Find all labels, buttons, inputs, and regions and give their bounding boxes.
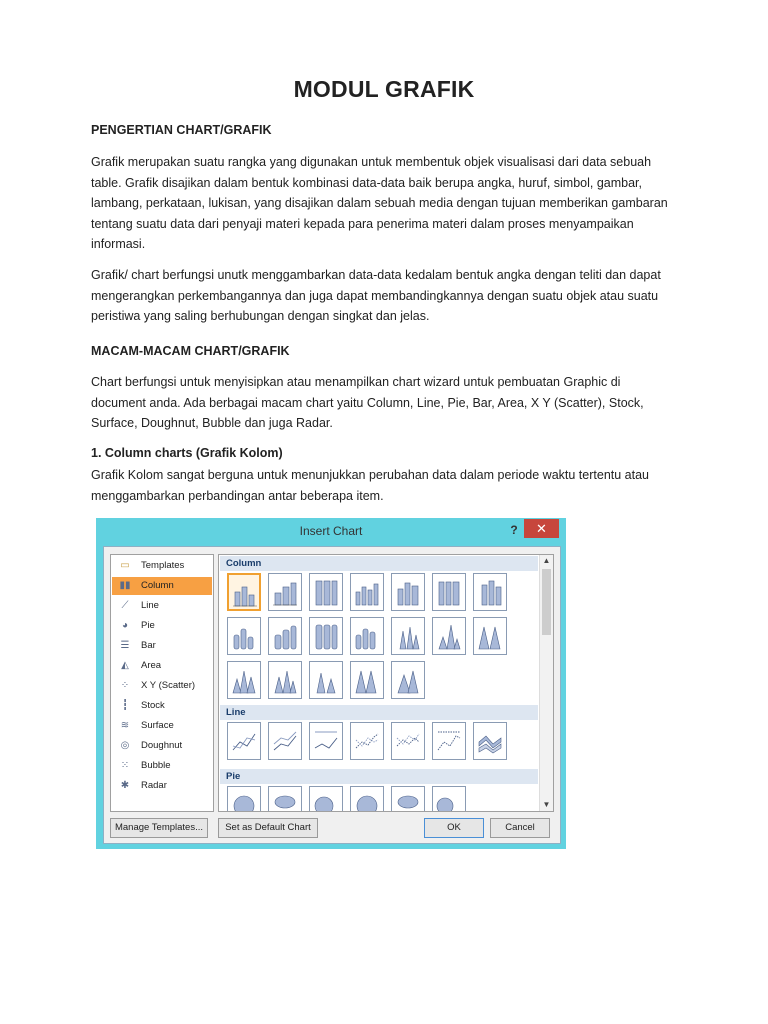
- paragraph-types: [91, 372, 691, 434]
- subtype-clustered-column[interactable]: [227, 573, 261, 611]
- chart-type-label: Line: [141, 600, 159, 611]
- subtype-stacked-column[interactable]: [268, 573, 302, 611]
- chart-type-label: Bar: [141, 640, 156, 651]
- chart-type-list: [110, 554, 214, 812]
- radar-chart-icon: ✱: [120, 780, 130, 791]
- scatter-chart-icon: ⁘: [120, 680, 130, 691]
- chart-type-label: Doughnut: [141, 740, 183, 751]
- subtype-bar-of-pie[interactable]: [432, 786, 466, 812]
- area-chart-icon: ◭: [121, 660, 129, 671]
- stock-chart-icon: ┇: [121, 700, 129, 711]
- ok-button[interactable]: OK: [424, 818, 484, 838]
- pie-chart-icon: ◕: [121, 620, 129, 631]
- section-header-column: Column: [220, 556, 538, 571]
- subtype-3d-clustered-column[interactable]: [350, 573, 384, 611]
- subtype-exploded-pie[interactable]: [350, 786, 384, 812]
- text-line: menggambarkan perbandingan antar beberapa item.: [91, 488, 384, 503]
- chart-type-bar[interactable]: [112, 637, 212, 655]
- subtype-stacked-cylinder[interactable]: [268, 617, 302, 655]
- gallery-scrollbar[interactable]: [539, 555, 553, 811]
- subtype-clustered-pyramid[interactable]: [268, 661, 302, 699]
- chart-type-label: Pie: [141, 620, 155, 631]
- section-heading-pengertian: PENGERTIAN CHART/GRAFIK: [91, 123, 272, 137]
- chart-type-label: Bubble: [141, 760, 171, 771]
- paragraph-function: [91, 265, 691, 327]
- text-line: tentang suatu data dari penyaji materi kepada para penerima materi dalam proses menyampaikan: [91, 216, 634, 231]
- subtype-stacked-pyramid[interactable]: [309, 661, 343, 699]
- text-line: Grafik Kolom sangat berguna untuk menunjukkan perubahan data dalam periode waktu tertentu atau: [91, 468, 650, 482]
- subtype-3d-pie[interactable]: [268, 786, 302, 812]
- line-chart-icon: ⟋: [121, 600, 129, 611]
- text-line: peristiwa yang saling berhubungan dengan singkat dan jelas.: [91, 309, 430, 323]
- doughnut-chart-icon: ◎: [120, 740, 130, 751]
- subtype-100-stacked-cone[interactable]: [473, 617, 507, 655]
- subtype-stacked-line-markers[interactable]: [391, 722, 425, 760]
- subtype-100-stacked-column[interactable]: [309, 573, 343, 611]
- subtype-pie[interactable]: [227, 786, 261, 812]
- dialog-body: [103, 546, 561, 844]
- subtype-3d-cone[interactable]: [227, 661, 261, 699]
- scrollbar-thumb[interactable]: [542, 569, 551, 635]
- chart-type-line[interactable]: [112, 597, 212, 615]
- chart-type-bubble[interactable]: [112, 757, 212, 775]
- chart-type-area[interactable]: [112, 657, 212, 675]
- subtype-3d-column[interactable]: [473, 573, 507, 611]
- subtype-stacked-cone[interactable]: [432, 617, 466, 655]
- subheading-column-charts: 1. Column charts (Grafik Kolom): [91, 446, 283, 460]
- section-header-pie: Pie: [220, 769, 538, 784]
- bubble-chart-icon: ⁙: [120, 760, 130, 771]
- insert-chart-dialog: [96, 518, 566, 849]
- section-heading-macam: MACAM-MACAM CHART/GRAFIK: [91, 344, 290, 358]
- text-line: Chart berfungsi untuk menyisipkan atau menampilkan chart wizard untuk pembuatan Graphic di: [91, 375, 621, 389]
- dialog-title: Insert Chart: [299, 524, 363, 538]
- subtype-line-markers[interactable]: [350, 722, 384, 760]
- subtype-pie-of-pie[interactable]: [309, 786, 343, 812]
- paragraph-definition: [91, 152, 691, 255]
- paragraph-column: [91, 465, 691, 506]
- chart-type-scatter[interactable]: [112, 677, 212, 695]
- text-line: document anda. Ada berbagai macam chart yaitu Column, Line, Pie, Bar, Area, X Y (Scatter), Stock,: [91, 395, 644, 410]
- subtype-stacked-line[interactable]: [268, 722, 302, 760]
- subtype-3d-100-stacked-column[interactable]: [432, 573, 466, 611]
- chart-type-radar[interactable]: [112, 777, 212, 795]
- chart-subtype-gallery: [218, 554, 554, 812]
- chart-type-column[interactable]: [112, 577, 212, 595]
- text-line: lambang, perkataan, lukisan, yang disajikan dalam sebuah media dengan tujuan memberikan gambaran: [91, 196, 668, 210]
- chart-type-pie[interactable]: [112, 617, 212, 635]
- column-chart-icon: ▮▮: [119, 580, 131, 591]
- subtype-100-stacked-line[interactable]: [309, 722, 343, 760]
- subtype-100-line-markers[interactable]: [432, 722, 466, 760]
- subtype-100-stacked-pyramid[interactable]: [350, 661, 384, 699]
- chart-type-label: Area: [141, 660, 162, 671]
- set-default-chart-button[interactable]: Set as Default Chart: [218, 818, 318, 838]
- subtype-3d-line[interactable]: [473, 722, 507, 760]
- chart-type-label: Radar: [141, 780, 167, 791]
- scroll-down-icon[interactable]: ▼: [542, 800, 551, 809]
- chart-type-label: Templates: [141, 560, 185, 571]
- chart-type-doughnut[interactable]: [112, 737, 212, 755]
- text-line: Grafik merupakan suatu rangka yang digunakan untuk membentuk objek visualisasi dari data sebuah: [91, 155, 652, 169]
- surface-chart-icon: ≋: [120, 720, 130, 731]
- subtype-3d-exploded-pie[interactable]: [391, 786, 425, 812]
- subtype-clustered-cone[interactable]: [391, 617, 425, 655]
- subtype-3d-pyramid[interactable]: [391, 661, 425, 699]
- chart-type-label: Surface: [141, 720, 174, 731]
- chart-type-label: Column: [141, 580, 174, 591]
- text-line: informasi.: [91, 237, 146, 251]
- chart-type-templates[interactable]: [112, 557, 212, 575]
- manage-templates-button[interactable]: Manage Templates...: [110, 818, 208, 838]
- folder-icon: ▭: [120, 560, 130, 571]
- subtype-clustered-cylinder[interactable]: [227, 617, 261, 655]
- text-line: table. Grafik disajikan dalam bentuk kombinasi data-data baik berupa angka, huruf, simbol, gambar,: [91, 175, 643, 190]
- chart-type-label: X Y (Scatter): [141, 680, 196, 691]
- close-button[interactable]: ✕: [524, 519, 559, 538]
- chart-type-surface[interactable]: [112, 717, 212, 735]
- chart-type-label: Stock: [141, 700, 165, 711]
- text-line: Surface, Doughnut, Bubble dan juga Radar.: [91, 416, 333, 430]
- section-header-line: Line: [220, 705, 538, 720]
- subtype-3d-cylinder[interactable]: [350, 617, 384, 655]
- document-title: MODUL GRAFIK: [293, 76, 475, 102]
- subtype-100-stacked-cylinder[interactable]: [309, 617, 343, 655]
- subtype-line[interactable]: [227, 722, 261, 760]
- scroll-up-icon[interactable]: ▲: [542, 556, 551, 565]
- text-line: mengerangkan perkembangannya dan juga dapat membandingkannya dengan suatu objek atau suatu: [91, 288, 659, 303]
- chart-type-stock[interactable]: [112, 697, 212, 715]
- bar-chart-icon: ☰: [120, 640, 130, 651]
- cancel-button[interactable]: Cancel: [490, 818, 550, 838]
- help-button[interactable]: ?: [510, 523, 518, 537]
- subtype-3d-stacked-column[interactable]: [391, 573, 425, 611]
- text-line: Grafik/ chart berfungsi unutk menggambarkan data-data kedalam bentuk angka dengan teliti dan dapat: [91, 268, 661, 282]
